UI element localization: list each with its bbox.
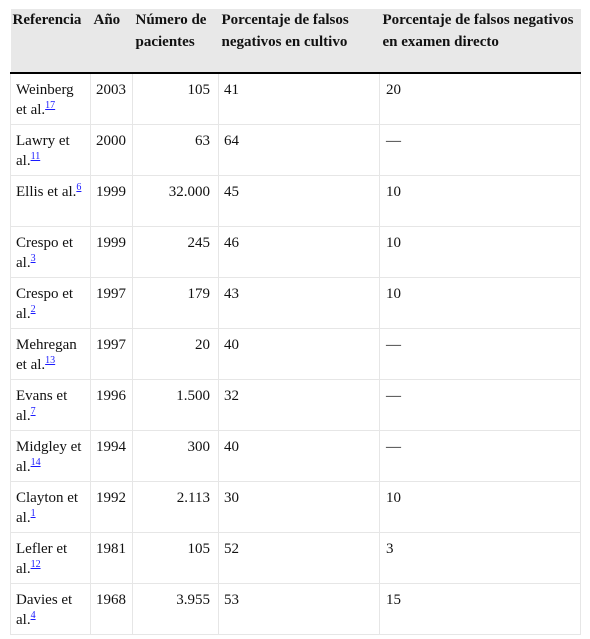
reference-cell (11, 277, 91, 328)
header-patients: Número de pacientes (133, 9, 219, 73)
citation-superscript (31, 253, 36, 264)
reference-text: Ellis et al. (16, 183, 77, 200)
year-cell: 1992 (91, 481, 133, 532)
culture-cell: 52 (219, 532, 380, 583)
culture-cell: 30 (219, 481, 380, 532)
patients-cell: 2.113 (133, 481, 219, 532)
direct-exam-cell: 10 (380, 481, 581, 532)
direct-exam-cell: 10 (380, 277, 581, 328)
culture-cell: 53 (219, 583, 380, 634)
table-row (11, 430, 581, 481)
culture-cell: 64 (219, 124, 380, 175)
table-row (11, 124, 581, 175)
citation-link[interactable]: 12 (30, 558, 41, 570)
citation-link[interactable]: 4 (30, 609, 36, 621)
direct-exam-cell: 10 (380, 226, 581, 277)
culture-cell: 41 (219, 73, 380, 124)
table-row (11, 532, 581, 583)
citation-superscript (31, 151, 41, 162)
header-row (11, 9, 581, 73)
header-culture-false-negatives: Porcentaje de falsos negativos en cultivo (219, 9, 380, 73)
reference-text: Davies et al. (16, 591, 73, 628)
reference-cell (11, 379, 91, 430)
header-year: Año (91, 9, 133, 73)
year-cell: 1994 (91, 430, 133, 481)
table-row (11, 226, 581, 277)
citation-link[interactable]: 14 (30, 456, 41, 468)
citation-superscript (31, 304, 36, 315)
table-row (11, 277, 581, 328)
patients-cell: 105 (133, 532, 219, 583)
table-header (11, 9, 581, 73)
reference-text: Midgley et al. (16, 438, 82, 475)
reference-text: Lawry et al. (16, 132, 70, 169)
citation-superscript (31, 610, 36, 621)
reference-text: Crespo et al. (16, 285, 74, 322)
reference-text: Lefler et al. (16, 540, 68, 577)
patients-cell: 32.000 (133, 175, 219, 226)
citation-superscript (45, 100, 55, 111)
patients-cell: 3.955 (133, 583, 219, 634)
year-cell: 1997 (91, 328, 133, 379)
year-cell: 1968 (91, 583, 133, 634)
patients-cell: 245 (133, 226, 219, 277)
direct-exam-cell: 3 (380, 532, 581, 583)
false-negatives-table (10, 9, 581, 635)
citation-superscript (45, 355, 55, 366)
direct-exam-cell: 10 (380, 175, 581, 226)
year-cell: 1997 (91, 277, 133, 328)
direct-exam-cell: — (380, 328, 581, 379)
citation-link[interactable]: 11 (30, 150, 41, 162)
table-row (11, 379, 581, 430)
culture-cell: 40 (219, 328, 380, 379)
citation-superscript (31, 406, 36, 417)
table-row (11, 73, 581, 124)
reference-cell (11, 328, 91, 379)
year-cell: 1999 (91, 175, 133, 226)
direct-exam-cell: 15 (380, 583, 581, 634)
direct-exam-cell: — (380, 124, 581, 175)
patients-cell: 63 (133, 124, 219, 175)
table-body (11, 73, 581, 634)
citation-link[interactable]: 3 (30, 252, 36, 264)
table-row (11, 328, 581, 379)
citation-link[interactable]: 2 (30, 303, 36, 315)
direct-exam-cell: — (380, 430, 581, 481)
reference-cell (11, 73, 91, 124)
reference-text: Evans et al. (16, 387, 68, 424)
reference-cell (11, 532, 91, 583)
header-direct-exam-false-negatives: Porcentaje de falsos negativos en examen directo (380, 9, 581, 73)
citation-link[interactable]: 6 (76, 181, 82, 193)
patients-cell: 179 (133, 277, 219, 328)
citation-superscript (76, 182, 81, 193)
reference-text: Mehregan et al. (16, 336, 77, 373)
culture-cell: 46 (219, 226, 380, 277)
direct-exam-cell: 20 (380, 73, 581, 124)
year-cell: 1999 (91, 226, 133, 277)
year-cell: 2003 (91, 73, 133, 124)
year-cell: 2000 (91, 124, 133, 175)
year-cell: 1996 (91, 379, 133, 430)
patients-cell: 20 (133, 328, 219, 379)
table-row (11, 481, 581, 532)
patients-cell: 105 (133, 73, 219, 124)
reference-cell (11, 430, 91, 481)
citation-superscript (31, 559, 41, 570)
table-row (11, 583, 581, 634)
year-cell: 1981 (91, 532, 133, 583)
culture-cell: 32 (219, 379, 380, 430)
reference-cell (11, 583, 91, 634)
citation-link[interactable]: 7 (30, 405, 36, 417)
reference-text: Clayton et al. (16, 489, 79, 526)
citation-link[interactable]: 13 (45, 354, 56, 366)
table-row (11, 175, 581, 226)
citation-superscript (31, 508, 36, 519)
culture-cell: 45 (219, 175, 380, 226)
reference-cell (11, 124, 91, 175)
reference-cell (11, 481, 91, 532)
reference-text: Weinberg et al. (16, 82, 74, 118)
citation-link[interactable]: 1 (30, 507, 36, 519)
citation-link[interactable]: 17 (45, 100, 56, 111)
reference-cell (11, 175, 91, 226)
culture-cell: 40 (219, 430, 380, 481)
direct-exam-cell: — (380, 379, 581, 430)
patients-cell: 1.500 (133, 379, 219, 430)
header-reference: Referencia (11, 9, 91, 73)
culture-cell: 43 (219, 277, 380, 328)
reference-text: Crespo et al. (16, 234, 74, 271)
citation-superscript (31, 457, 41, 468)
patients-cell: 300 (133, 430, 219, 481)
reference-cell (11, 226, 91, 277)
